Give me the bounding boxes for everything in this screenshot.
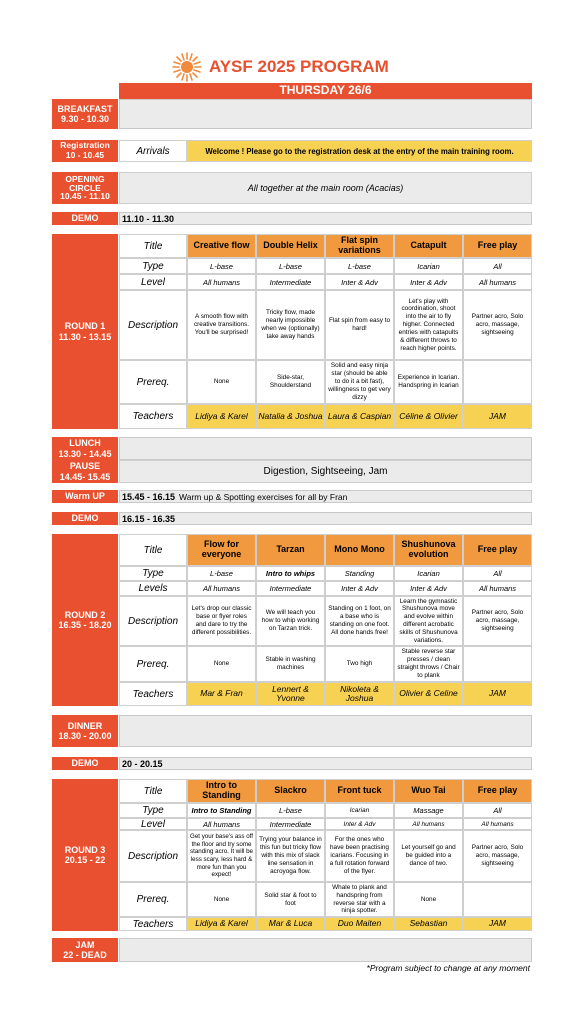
breakfast-content <box>119 99 532 129</box>
round1-type-label: Type <box>119 258 187 274</box>
round1-col3-level: Inter & Adv <box>325 274 394 290</box>
warmup-label: Warm UP <box>52 490 118 503</box>
registration-slot <box>52 140 118 162</box>
round1-col5-description: Partner acro, Solo acro, massage, sightseeing <box>463 290 532 360</box>
round3-level-label: Level <box>119 818 187 830</box>
dinner-label: DINNER <box>67 720 103 731</box>
jam-content <box>119 938 532 962</box>
round1-slot <box>52 234 118 429</box>
demo2-time: 16.15 - 16.35 <box>119 512 532 525</box>
round1-prereq-label: Prereq. <box>119 360 187 404</box>
sun-logo-icon <box>171 52 203 82</box>
pause-label: PAUSE <box>69 461 101 472</box>
round1-col4-type: Icarian <box>394 258 463 274</box>
round3-col5-prereq <box>463 882 532 917</box>
round2-col4-prereq: Stable reverse star presses / clean straight throws / Chair to plank <box>394 646 463 682</box>
round3-col2-type: L-base <box>256 803 325 818</box>
warmup-row <box>119 490 532 503</box>
round1-col4-description: Let's play with coordination, shoot into the air to fly higher. Connected entries with catapults & different throws to reach higher points. <box>394 290 463 360</box>
pause-time: 14.45- 15.45 <box>59 471 111 482</box>
round3-col4-prereq: None <box>394 882 463 917</box>
round2-col3-description: Standing on 1 foot, on a base who is standing on one foot. All done hands free! <box>325 596 394 646</box>
round3-col2-description: Trying your balance in this fun but tricky flow with this mix of slack line sensation in acroyoga flow. <box>256 830 325 882</box>
registration-text: Welcome ! Please go to the registration desk at the entry of the main training room. <box>187 140 532 162</box>
round3-col5-teachers: JAM <box>463 917 532 931</box>
registration-label: Registration <box>60 140 110 151</box>
round2-description-label: Description <box>119 596 187 646</box>
round3-col3-description: For the ones who have been practising icarians. Focusing in a full rotation forward of the flyer. <box>325 830 394 882</box>
round2-col5-prereq <box>463 646 532 682</box>
round1-col1-description: A smooth flow with creative transitions. You'll be surprised! <box>187 290 256 360</box>
round1-col3-teachers: Laura & Caspian <box>325 404 394 429</box>
breakfast-time: 9.30 - 10.30 <box>60 114 110 124</box>
round1-col2-prereq: Side-star, Shoulderstand <box>256 360 325 404</box>
round2-col1-title: Flow for everyone <box>187 534 256 566</box>
dinner-time: 18.30 - 20.00 <box>58 731 112 741</box>
round3-label: ROUND 3 <box>64 844 106 855</box>
pause-text: Digestion, Sightseeing, Jam <box>119 460 532 483</box>
round1-title-label: Title <box>119 234 187 258</box>
round1-col4-level: Inter & Adv <box>394 274 463 290</box>
round3-col3-title: Front tuck <box>325 779 394 803</box>
round1-col4-prereq: Experience in Icarian. Handspring in Icarian <box>394 360 463 404</box>
round2-col2-level: Intermediate <box>256 581 325 596</box>
lunch-time: 13.30 - 14.45 <box>58 448 112 459</box>
round3-col4-description: Let yourself go and be guided into a dance of two. <box>394 830 463 882</box>
round2-col2-type: Intro to whips <box>256 566 325 581</box>
round1-col4-teachers: Céline & Olivier <box>394 404 463 429</box>
opening-text: All together at the main room (Acacias) <box>119 172 532 204</box>
dinner-content <box>119 715 532 747</box>
round1-col2-level: Intermediate <box>256 274 325 290</box>
round3-col2-prereq: Solid star & foot to foot <box>256 882 325 917</box>
opening-label-2: CIRCLE <box>69 182 101 193</box>
round2-col3-title: Mono Mono <box>325 534 394 566</box>
round2-title-label: Title <box>119 534 187 566</box>
round1-description-label: Description <box>119 290 187 360</box>
round3-col2-level: Intermediate <box>256 818 325 830</box>
round1-col3-title: Flat spin variations <box>325 234 394 258</box>
round1-col2-teachers: Natalia & Joshua <box>256 404 325 429</box>
registration-sub: Arrivals <box>119 140 187 162</box>
demo3-label: DEMO <box>52 757 118 770</box>
round2-col4-teachers: Olivier & Celine <box>394 682 463 706</box>
round3-col1-title: Intro to Standing <box>187 779 256 803</box>
round1-col5-title: Free play <box>463 234 532 258</box>
demo1-time: 11.10 - 11.30 <box>119 212 532 225</box>
round1-col1-type: L-base <box>187 258 256 274</box>
round3-col2-teachers: Mar & Luca <box>256 917 325 931</box>
round2-type-label: Type <box>119 566 187 581</box>
round3-col5-level: All humans <box>463 818 532 830</box>
round1-col2-type: L-base <box>256 258 325 274</box>
round1-col3-type: L-base <box>325 258 394 274</box>
round2-col2-description: We will teach you how to whip working on Tarzan trick. <box>256 596 325 646</box>
round3-col4-teachers: Sebastian <box>394 917 463 931</box>
round1-col3-prereq: Solid and easy ninja star (should be able to do it a bit fast), willingness to get very dizzy <box>325 360 394 404</box>
round1-teachers-label: Teachers <box>119 404 187 429</box>
demo2-label: DEMO <box>52 512 118 525</box>
round3-col1-teachers: Lidiya & Karel <box>187 917 256 931</box>
round2-time: 16.35 - 18.20 <box>58 620 112 630</box>
jam-slot <box>52 938 118 962</box>
round1-col5-teachers: JAM <box>463 404 532 429</box>
lunch-slot <box>52 437 118 460</box>
breakfast-slot <box>52 99 118 129</box>
round2-prereq-label: Prereq. <box>119 646 187 682</box>
round2-col5-description: Partner acro, Solo acro, massage, sightseeing <box>463 596 532 646</box>
round3-col1-type: Intro to Standing <box>187 803 256 818</box>
round1-level-label: Level <box>119 274 187 290</box>
round2-col2-prereq: Stable in washing machines <box>256 646 325 682</box>
round2-col5-type: All <box>463 566 532 581</box>
round2-col4-type: Icarian <box>394 566 463 581</box>
round3-col4-title: Wuo Tai <box>394 779 463 803</box>
lunch-content <box>119 437 532 460</box>
round2-col1-level: All humans <box>187 581 256 596</box>
round3-col3-prereq: Whale to plank and handspring from reverse star with a ninja spotter. <box>325 882 394 917</box>
round3-col5-title: Free play <box>463 779 532 803</box>
registration-time: 10 - 10.45 <box>65 150 105 160</box>
round1-col5-level: All humans <box>463 274 532 290</box>
round2-col4-title: Shushunova evolution <box>394 534 463 566</box>
round2-col2-title: Tarzan <box>256 534 325 566</box>
round3-col5-type: All <box>463 803 532 818</box>
round3-col1-prereq: None <box>187 882 256 917</box>
demo1-label: DEMO <box>52 212 118 225</box>
round3-teachers-label: Teachers <box>119 917 187 931</box>
round2-col5-level: All humans <box>463 581 532 596</box>
round3-col3-type: Icarian <box>325 803 394 818</box>
round2-label: ROUND 2 <box>64 609 106 620</box>
round3-col4-type: Massage <box>394 803 463 818</box>
round2-col1-prereq: None <box>187 646 256 682</box>
round1-col1-prereq: None <box>187 360 256 404</box>
round2-col4-description: Learn the gymnastic Shushunova move and evolve within different acrobatic skills of Shushunova variations. <box>394 596 463 646</box>
round3-title-label: Title <box>119 779 187 803</box>
round2-col2-teachers: Lennert & Yvonne <box>256 682 325 706</box>
round3-col1-level: All humans <box>187 818 256 830</box>
round2-col3-level: Inter & Adv <box>325 581 394 596</box>
round2-col3-prereq: Two high <box>325 646 394 682</box>
round2-level-label: Levels <box>119 581 187 596</box>
breakfast-label: BREAKFAST <box>57 103 113 114</box>
round3-col3-teachers: Duo Maiten <box>325 917 394 931</box>
round1-col1-title: Creative flow <box>187 234 256 258</box>
round2-col3-type: Standing <box>325 566 394 581</box>
round1-label: ROUND 1 <box>64 321 106 332</box>
dinner-slot <box>52 715 118 747</box>
round3-prereq-label: Prereq. <box>119 882 187 917</box>
round2-col5-teachers: JAM <box>463 682 532 706</box>
round2-slot <box>52 534 118 706</box>
round3-col3-level: Inter & Adv <box>325 818 394 830</box>
round2-col1-description: Let's drop our classic base or flyer roles and dare to try the different possibilities. <box>187 596 256 646</box>
pause-slot <box>52 460 118 483</box>
round3-time: 20.15 - 22 <box>64 855 106 865</box>
opening-slot <box>52 172 118 204</box>
warmup-time: 15.45 - 16.15 <box>122 491 176 502</box>
round1-col5-prereq <box>463 360 532 404</box>
round1-time: 11.30 - 13.15 <box>58 331 112 342</box>
round1-col1-teachers: Lidiya & Karel <box>187 404 256 429</box>
round3-col5-description: Partner acro, Solo acro, massage, sightseeing <box>463 830 532 882</box>
lunch-label: LUNCH <box>69 438 101 449</box>
jam-label: JAM <box>75 939 95 950</box>
round2-col1-type: L-base <box>187 566 256 581</box>
round2-col1-teachers: Mar & Fran <box>187 682 256 706</box>
day-header: THURSDAY 26/6 <box>119 83 532 99</box>
round3-type-label: Type <box>119 803 187 818</box>
round3-description-label: Description <box>119 830 187 882</box>
opening-label-1: OPENING <box>65 173 105 184</box>
round1-col5-type: All <box>463 258 532 274</box>
round2-col4-level: Inter & Adv <box>394 581 463 596</box>
opening-time: 10.45 - 11.10 <box>60 191 110 202</box>
round1-col4-title: Catapult <box>394 234 463 258</box>
round1-col3-description: Flat spin from easy to hard! <box>325 290 394 360</box>
round1-col1-level: All humans <box>187 274 256 290</box>
jam-time: 22 - DEAD <box>63 950 107 960</box>
round3-col1-description: Get your base's ass off the floor and try some standing acro. It will be less scary, less hard & more fun than you expect! <box>187 830 256 882</box>
warmup-text: Warm up & Spotting exercises for all by Fran <box>179 491 348 502</box>
round1-col2-description: Tricky flow, made nearly impossible when we (optionally) take away hands <box>256 290 325 360</box>
round1-col2-title: Double Helix <box>256 234 325 258</box>
round2-col3-teachers: Nikoleta & Joshua <box>325 682 394 706</box>
round3-col4-level: All humans <box>394 818 463 830</box>
round3-slot <box>52 779 118 931</box>
round3-col2-title: Slackro <box>256 779 325 803</box>
page-title: AYSF 2025 PROGRAM <box>209 57 389 76</box>
round2-teachers-label: Teachers <box>119 682 187 706</box>
demo3-time: 20 - 20.15 <box>119 757 532 770</box>
footnote: *Program subject to change at any moment <box>366 963 530 973</box>
round2-col5-title: Free play <box>463 534 532 566</box>
